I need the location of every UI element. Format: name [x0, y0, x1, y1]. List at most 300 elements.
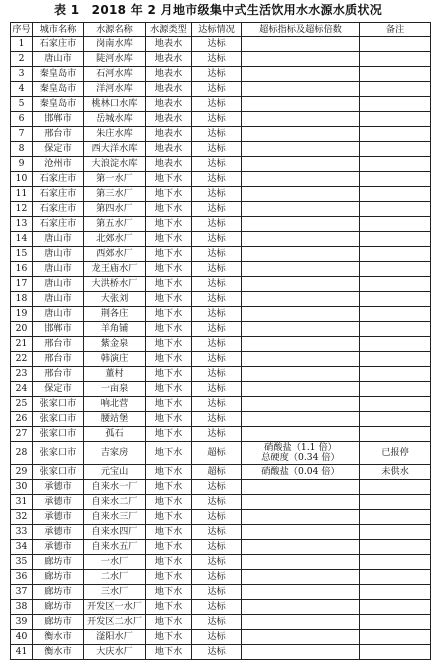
cell-source: 滏阳水厂 [84, 630, 146, 645]
cell-city: 廊坊市 [33, 615, 84, 630]
cell-city: 石家庄市 [33, 187, 84, 202]
cell-status: 达标 [192, 585, 242, 600]
cell-exceed [242, 585, 360, 600]
cell-number: 1 [11, 37, 33, 52]
cell-note: 未供水 [360, 465, 431, 480]
cell-note [360, 157, 431, 172]
cell-source: 西大洋水库 [84, 142, 146, 157]
cell-source: 洋河水库 [84, 82, 146, 97]
cell-exceed [242, 412, 360, 427]
cell-source: 羊角铺 [84, 322, 146, 337]
cell-type: 地下水 [146, 540, 192, 555]
cell-exceed [242, 52, 360, 67]
cell-city: 承德市 [33, 480, 84, 495]
cell-source: 自来水一厂 [84, 480, 146, 495]
table-row [11, 382, 431, 397]
cell-status: 达标 [192, 97, 242, 112]
cell-city: 承德市 [33, 525, 84, 540]
cell-status: 达标 [192, 525, 242, 540]
cell-exceed [242, 510, 360, 525]
cell-exceed [242, 615, 360, 630]
cell-note [360, 510, 431, 525]
cell-number: 19 [11, 307, 33, 322]
cell-exceed [242, 322, 360, 337]
table-row [11, 397, 431, 412]
cell-city: 衡水市 [33, 645, 84, 660]
cell-exceed [242, 82, 360, 97]
cell-number: 17 [11, 277, 33, 292]
cell-type: 地表水 [146, 37, 192, 52]
cell-note [360, 187, 431, 202]
cell-type: 地下水 [146, 232, 192, 247]
cell-source: 岳城水库 [84, 112, 146, 127]
cell-status: 达标 [192, 555, 242, 570]
cell-city: 张家口市 [33, 465, 84, 480]
cell-exceed [242, 247, 360, 262]
cell-type: 地下水 [146, 427, 192, 442]
table-row [11, 277, 431, 292]
cell-type: 地下水 [146, 510, 192, 525]
cell-source: 龙王庙水厂 [84, 262, 146, 277]
exceed-line: 硝酸盐（1.1 倍） [264, 442, 337, 453]
cell-number: 22 [11, 352, 33, 367]
cell-status: 达标 [192, 202, 242, 217]
cell-source: 大张刘 [84, 292, 146, 307]
cell-status: 达标 [192, 570, 242, 585]
cell-source: 陡河水库 [84, 52, 146, 67]
cell-status: 达标 [192, 277, 242, 292]
table-row [11, 262, 431, 277]
cell-source: 大洪桥水厂 [84, 277, 146, 292]
cell-exceed [242, 352, 360, 367]
table-row [11, 157, 431, 172]
cell-exceed [242, 397, 360, 412]
cell-type: 地表水 [146, 112, 192, 127]
cell-number: 38 [11, 600, 33, 615]
cell-source: 一亩泉 [84, 382, 146, 397]
cell-exceed [242, 427, 360, 442]
header-status: 达标情况 [192, 23, 242, 37]
table-row [11, 352, 431, 367]
cell-number: 11 [11, 187, 33, 202]
cell-note [360, 172, 431, 187]
cell-city: 保定市 [33, 142, 84, 157]
cell-note [360, 397, 431, 412]
cell-status: 达标 [192, 630, 242, 645]
cell-type: 地下水 [146, 630, 192, 645]
cell-type: 地下水 [146, 600, 192, 615]
cell-note [360, 262, 431, 277]
table-row [11, 465, 431, 480]
cell-exceed [242, 382, 360, 397]
cell-note [360, 277, 431, 292]
exceed-line: 硝酸盐（0.04 倍） [261, 466, 340, 477]
cell-status: 达标 [192, 600, 242, 615]
cell-note [360, 337, 431, 352]
cell-type: 地下水 [146, 292, 192, 307]
cell-type: 地下水 [146, 465, 192, 480]
cell-number: 9 [11, 157, 33, 172]
cell-source: 孤石 [84, 427, 146, 442]
cell-exceed [242, 127, 360, 142]
cell-note [360, 427, 431, 442]
cell-number: 5 [11, 97, 33, 112]
cell-exceed [242, 600, 360, 615]
header-exceed: 超标指标及超标倍数 [242, 23, 360, 37]
cell-number: 26 [11, 412, 33, 427]
cell-status: 达标 [192, 540, 242, 555]
table-row [11, 172, 431, 187]
table-row [11, 495, 431, 510]
cell-type: 地下水 [146, 495, 192, 510]
cell-type: 地下水 [146, 352, 192, 367]
cell-exceed [242, 525, 360, 540]
cell-type: 地表水 [146, 157, 192, 172]
cell-source: 一水厂 [84, 555, 146, 570]
cell-number: 21 [11, 337, 33, 352]
cell-city: 承德市 [33, 510, 84, 525]
cell-exceed [242, 232, 360, 247]
cell-status: 达标 [192, 67, 242, 82]
table-row [11, 555, 431, 570]
cell-status: 达标 [192, 427, 242, 442]
cell-source: 大庆水厂 [84, 645, 146, 660]
cell-type: 地下水 [146, 382, 192, 397]
cell-number: 13 [11, 217, 33, 232]
cell-number: 36 [11, 570, 33, 585]
cell-source: 元宝山 [84, 465, 146, 480]
cell-number: 34 [11, 540, 33, 555]
cell-city: 秦皇岛市 [33, 97, 84, 112]
cell-city: 保定市 [33, 382, 84, 397]
cell-city: 秦皇岛市 [33, 67, 84, 82]
cell-status: 超标 [192, 465, 242, 480]
cell-city: 石家庄市 [33, 37, 84, 52]
cell-note [360, 352, 431, 367]
header-source: 水源名称 [84, 23, 146, 37]
table-row [11, 52, 431, 67]
cell-city: 石家庄市 [33, 217, 84, 232]
table-row [11, 337, 431, 352]
cell-source: 朱庄水库 [84, 127, 146, 142]
cell-exceed [242, 367, 360, 382]
cell-note [360, 367, 431, 382]
cell-note [360, 247, 431, 262]
cell-source: 岗南水库 [84, 37, 146, 52]
cell-status: 达标 [192, 37, 242, 52]
cell-city: 邢台市 [33, 352, 84, 367]
cell-number: 12 [11, 202, 33, 217]
cell-source: 自来水三厂 [84, 510, 146, 525]
cell-status: 达标 [192, 172, 242, 187]
cell-city: 唐山市 [33, 247, 84, 262]
cell-note [360, 217, 431, 232]
cell-number: 40 [11, 630, 33, 645]
cell-source: 紫金泉 [84, 337, 146, 352]
cell-note [360, 97, 431, 112]
table-row [11, 525, 431, 540]
cell-source: 韩演庄 [84, 352, 146, 367]
cell-status: 达标 [192, 495, 242, 510]
cell-exceed [242, 157, 360, 172]
cell-city: 张家口市 [33, 397, 84, 412]
cell-type: 地表水 [146, 82, 192, 97]
cell-source: 开发区一水厂 [84, 600, 146, 615]
cell-type: 地下水 [146, 367, 192, 382]
cell-city: 邯郸市 [33, 322, 84, 337]
table-row [11, 585, 431, 600]
cell-number: 14 [11, 232, 33, 247]
cell-city: 石家庄市 [33, 172, 84, 187]
table-row [11, 427, 431, 442]
cell-number: 37 [11, 585, 33, 600]
cell-source: 吉家房 [84, 442, 146, 465]
cell-status: 达标 [192, 127, 242, 142]
cell-type: 地表水 [146, 127, 192, 142]
table-row [11, 292, 431, 307]
cell-source: 响北营 [84, 397, 146, 412]
cell-city: 张家口市 [33, 412, 84, 427]
cell-note: 已报停 [360, 442, 431, 465]
table-row [11, 367, 431, 382]
cell-source: 二水厂 [84, 570, 146, 585]
table-row [11, 112, 431, 127]
cell-status: 达标 [192, 412, 242, 427]
cell-status: 达标 [192, 615, 242, 630]
cell-type: 地下水 [146, 322, 192, 337]
cell-status: 达标 [192, 322, 242, 337]
cell-exceed [242, 540, 360, 555]
cell-source: 第一水厂 [84, 172, 146, 187]
table-row [11, 232, 431, 247]
cell-city: 邯郸市 [33, 112, 84, 127]
cell-exceed [242, 645, 360, 660]
cell-status: 达标 [192, 247, 242, 262]
cell-type: 地下水 [146, 187, 192, 202]
cell-city: 邢台市 [33, 367, 84, 382]
cell-note [360, 412, 431, 427]
cell-exceed [242, 480, 360, 495]
cell-exceed [242, 292, 360, 307]
cell-type: 地下水 [146, 277, 192, 292]
table-row [11, 615, 431, 630]
cell-source: 第三水厂 [84, 187, 146, 202]
cell-exceed [242, 307, 360, 322]
cell-exceed [242, 570, 360, 585]
cell-exceed [242, 217, 360, 232]
table-row [11, 202, 431, 217]
cell-number: 18 [11, 292, 33, 307]
cell-status: 达标 [192, 112, 242, 127]
table-header-row [11, 23, 431, 37]
cell-type: 地下水 [146, 585, 192, 600]
cell-number: 4 [11, 82, 33, 97]
cell-number: 20 [11, 322, 33, 337]
cell-status: 达标 [192, 352, 242, 367]
cell-source: 自来水二厂 [84, 495, 146, 510]
table-row [11, 540, 431, 555]
table-row [11, 97, 431, 112]
cell-note [360, 202, 431, 217]
cell-status: 达标 [192, 187, 242, 202]
cell-city: 廊坊市 [33, 600, 84, 615]
cell-number: 15 [11, 247, 33, 262]
cell-exceed [242, 142, 360, 157]
cell-note [360, 142, 431, 157]
table-row [11, 82, 431, 97]
cell-city: 承德市 [33, 540, 84, 555]
cell-note [360, 645, 431, 660]
cell-city: 邢台市 [33, 127, 84, 142]
cell-note [360, 495, 431, 510]
cell-exceed [242, 262, 360, 277]
table-row [11, 247, 431, 262]
cell-note [360, 585, 431, 600]
header-number: 序号 [12, 23, 31, 35]
cell-type: 地下水 [146, 645, 192, 660]
cell-note [360, 52, 431, 67]
header-type: 水源类型 [146, 23, 192, 37]
cell-exceed [242, 67, 360, 82]
table-row [11, 600, 431, 615]
cell-type: 地下水 [146, 337, 192, 352]
cell-number: 2 [11, 52, 33, 67]
cell-status: 达标 [192, 217, 242, 232]
cell-source: 荆各庄 [84, 307, 146, 322]
cell-note [360, 307, 431, 322]
cell-number: 28 [11, 442, 33, 465]
cell-type: 地下水 [146, 217, 192, 232]
cell-number: 6 [11, 112, 33, 127]
cell-number: 24 [11, 382, 33, 397]
cell-note [360, 480, 431, 495]
cell-status: 达标 [192, 292, 242, 307]
cell-source: 桃林口水库 [84, 97, 146, 112]
cell-number: 3 [11, 67, 33, 82]
cell-status: 超标 [192, 442, 242, 465]
table-row [11, 570, 431, 585]
cell-number: 30 [11, 480, 33, 495]
cell-source: 第五水厂 [84, 217, 146, 232]
cell-number: 33 [11, 525, 33, 540]
cell-source: 腰站堡 [84, 412, 146, 427]
table-row [11, 37, 431, 52]
cell-type: 地下水 [146, 480, 192, 495]
cell-status: 达标 [192, 397, 242, 412]
cell-source: 开发区二水厂 [84, 615, 146, 630]
cell-note [360, 525, 431, 540]
cell-status: 达标 [192, 367, 242, 382]
cell-number: 25 [11, 397, 33, 412]
cell-city: 唐山市 [33, 52, 84, 67]
cell-status: 达标 [192, 645, 242, 660]
cell-status: 达标 [192, 82, 242, 97]
cell-note [360, 540, 431, 555]
cell-exceed [242, 112, 360, 127]
table-row [11, 322, 431, 337]
cell-note [360, 82, 431, 97]
cell-exceed [242, 337, 360, 352]
cell-source: 自来水四厂 [84, 525, 146, 540]
cell-city: 廊坊市 [33, 555, 84, 570]
cell-exceed [242, 277, 360, 292]
cell-exceed [242, 465, 360, 480]
cell-type: 地下水 [146, 307, 192, 322]
header-note: 备注 [360, 23, 431, 37]
table-row [11, 142, 431, 157]
cell-number: 8 [11, 142, 33, 157]
cell-type: 地下水 [146, 555, 192, 570]
cell-number: 10 [11, 172, 33, 187]
cell-note [360, 570, 431, 585]
cell-status: 达标 [192, 510, 242, 525]
cell-exceed [242, 555, 360, 570]
cell-number: 27 [11, 427, 33, 442]
cell-type: 地下水 [146, 442, 192, 465]
table-row [11, 630, 431, 645]
cell-status: 达标 [192, 262, 242, 277]
table-row [11, 217, 431, 232]
cell-number: 35 [11, 555, 33, 570]
cell-exceed [242, 202, 360, 217]
cell-type: 地表水 [146, 142, 192, 157]
cell-number: 41 [11, 645, 33, 660]
cell-note [360, 37, 431, 52]
cell-city: 廊坊市 [33, 585, 84, 600]
cell-status: 达标 [192, 157, 242, 172]
table-row [11, 187, 431, 202]
cell-source: 大浪淀水库 [84, 157, 146, 172]
cell-city: 衡水市 [33, 630, 84, 645]
table-row [11, 307, 431, 322]
cell-exceed [242, 442, 360, 465]
cell-city: 唐山市 [33, 292, 84, 307]
cell-note [360, 382, 431, 397]
cell-type: 地下水 [146, 412, 192, 427]
cell-status: 达标 [192, 337, 242, 352]
cell-note [360, 615, 431, 630]
table-row [11, 480, 431, 495]
cell-number: 31 [11, 495, 33, 510]
cell-exceed [242, 97, 360, 112]
cell-note [360, 292, 431, 307]
cell-type: 地下水 [146, 615, 192, 630]
table-row [11, 67, 431, 82]
table-row [11, 127, 431, 142]
cell-exceed [242, 187, 360, 202]
cell-note [360, 67, 431, 82]
cell-type: 地下水 [146, 525, 192, 540]
cell-city: 唐山市 [33, 262, 84, 277]
cell-note [360, 232, 431, 247]
cell-number: 23 [11, 367, 33, 382]
cell-city: 邢台市 [33, 337, 84, 352]
cell-status: 达标 [192, 307, 242, 322]
cell-note [360, 555, 431, 570]
cell-note [360, 112, 431, 127]
cell-type: 地下水 [146, 247, 192, 262]
header-city: 城市名称 [33, 23, 84, 37]
cell-source: 自来水五厂 [84, 540, 146, 555]
cell-status: 达标 [192, 52, 242, 67]
cell-note [360, 322, 431, 337]
cell-type: 地下水 [146, 172, 192, 187]
cell-number: 39 [11, 615, 33, 630]
cell-number: 32 [11, 510, 33, 525]
cell-city: 秦皇岛市 [33, 82, 84, 97]
cell-city: 唐山市 [33, 307, 84, 322]
cell-source: 三水厂 [84, 585, 146, 600]
